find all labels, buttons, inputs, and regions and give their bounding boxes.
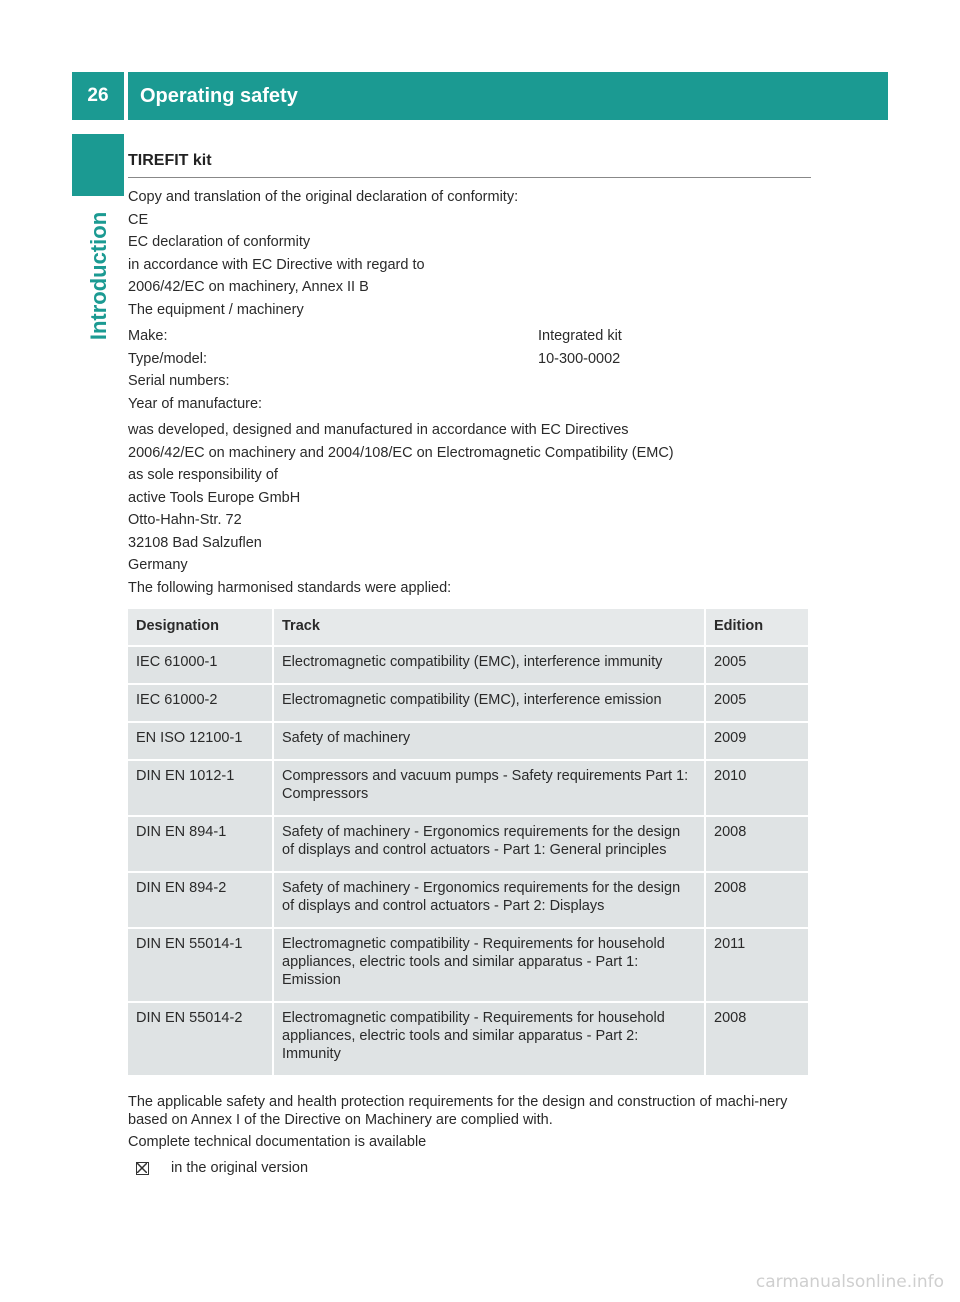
intro-line: EC declaration of conformity (128, 234, 311, 250)
track-cell: Safety of machinery (274, 723, 704, 759)
detail-label: Type/model: (128, 350, 207, 367)
details-block (128, 325, 812, 415)
designation-cell: IEC 61000-1 (128, 647, 272, 683)
declaration-line: 32108 Bad Salzuflen (128, 534, 262, 551)
track-cell: Safety of machinery - Ergonomics requirements for the design of displays and control actuators - Part 2: Displays (274, 873, 704, 927)
table-row (128, 873, 808, 927)
page-number: 26 (72, 72, 124, 120)
checked-box-icon (136, 1162, 149, 1175)
closing-paragraph: The applicable safety and health protection requirements for the design and construction of machi-nery based on Annex I of the Directive on Machinery are complied with. (128, 1094, 788, 1128)
detail-value: 10-300-0002 (538, 350, 621, 367)
track-cell: Safety of machinery - Ergonomics requirements for the design of displays and control actuators - Part 1: General principles (274, 817, 704, 871)
column-header-edition: Edition (706, 609, 808, 645)
table-row (128, 929, 808, 1001)
table-row (128, 647, 808, 683)
declaration-line: active Tools Europe GmbH (128, 489, 301, 506)
edition-cell: 2005 (706, 647, 808, 683)
intro-line: Copy and translation of the original declaration of conformity: (128, 189, 519, 205)
table-row (128, 1003, 808, 1075)
detail-row (128, 393, 812, 416)
track-cell: Compressors and vacuum pumps - Safety requirements Part 1: Compressors (274, 761, 704, 815)
designation-cell: DIN EN 55014-2 (128, 1003, 272, 1075)
designation-cell: DIN EN 55014-1 (128, 929, 272, 1001)
intro-line: CE (128, 211, 149, 228)
detail-row (128, 370, 812, 393)
track-cell: Electromagnetic compatibility (EMC), interference immunity (274, 647, 704, 683)
watermark: carmanualsonline.info (755, 1272, 944, 1292)
track-cell: Electromagnetic compatibility (EMC), interference emission (274, 685, 704, 721)
table-header-row (128, 609, 808, 645)
detail-label: Year of manufacture: (128, 395, 263, 412)
declaration-line: Otto-Hahn-Str. 72 (128, 512, 242, 528)
standards-table (126, 607, 810, 1077)
closing-block (128, 1093, 812, 1177)
detail-value (538, 393, 812, 416)
designation-cell: DIN EN 894-1 (128, 817, 272, 871)
page-header-title: Operating safety (128, 72, 888, 120)
document-body (128, 186, 812, 1177)
designation-cell: DIN EN 894-2 (128, 873, 272, 927)
detail-label: Make: (128, 328, 168, 344)
section-divider (128, 177, 811, 178)
declaration-block (128, 419, 812, 599)
edition-cell: 2008 (706, 873, 808, 927)
detail-row (128, 325, 812, 348)
detail-value (538, 370, 812, 393)
column-header-track: Track (274, 609, 704, 645)
designation-cell: IEC 61000-2 (128, 685, 272, 721)
declaration-line: was developed, designed and manufactured in accordance with EC Directives (128, 422, 629, 438)
original-version-option (128, 1159, 812, 1177)
intro-line: The equipment / machinery (128, 301, 304, 318)
track-cell: Electromagnetic compatibility - Requirements for household appliances, electric tools and similar apparatus - Part 1: Emission (274, 929, 704, 1001)
edition-cell: 2010 (706, 761, 808, 815)
edition-cell: 2011 (706, 929, 808, 1001)
detail-row (128, 348, 812, 371)
edition-cell: 2005 (706, 685, 808, 721)
section-title: TIREFIT kit (128, 152, 212, 169)
declaration-line: The following harmonised standards were applied: (128, 579, 452, 596)
intro-line: in accordance with EC Directive with regard to (128, 256, 425, 273)
edition-cell: 2009 (706, 723, 808, 759)
table-row (128, 761, 808, 815)
column-header-designation: Designation (128, 609, 272, 645)
designation-cell: DIN EN 1012-1 (128, 761, 272, 815)
documentation-note: Complete technical documentation is available (128, 1134, 427, 1150)
chapter-tab (72, 134, 124, 196)
intro-block (128, 186, 812, 321)
intro-line: 2006/42/EC on machinery, Annex II B (128, 279, 369, 295)
checkbox-label: in the original version (171, 1160, 309, 1176)
detail-value: Integrated kit (538, 328, 622, 344)
designation-cell: EN ISO 12100-1 (128, 723, 272, 759)
detail-label: Serial numbers: (128, 373, 230, 389)
chapter-label: Introduction (86, 211, 111, 341)
declaration-line: as sole responsibility of (128, 467, 278, 483)
track-cell: Electromagnetic compatibility - Requirements for household appliances, electric tools and similar apparatus - Part 2: Immunity (274, 1003, 704, 1075)
declaration-line: Germany (128, 557, 188, 573)
table-row (128, 817, 808, 871)
table-row (128, 685, 808, 721)
chapter-label-box (82, 196, 116, 356)
edition-cell: 2008 (706, 1003, 808, 1075)
table-row (128, 723, 808, 759)
declaration-line: 2006/42/EC on machinery and 2004/108/EC on Electromagnetic Compatibility (EMC) (128, 444, 674, 461)
edition-cell: 2008 (706, 817, 808, 871)
